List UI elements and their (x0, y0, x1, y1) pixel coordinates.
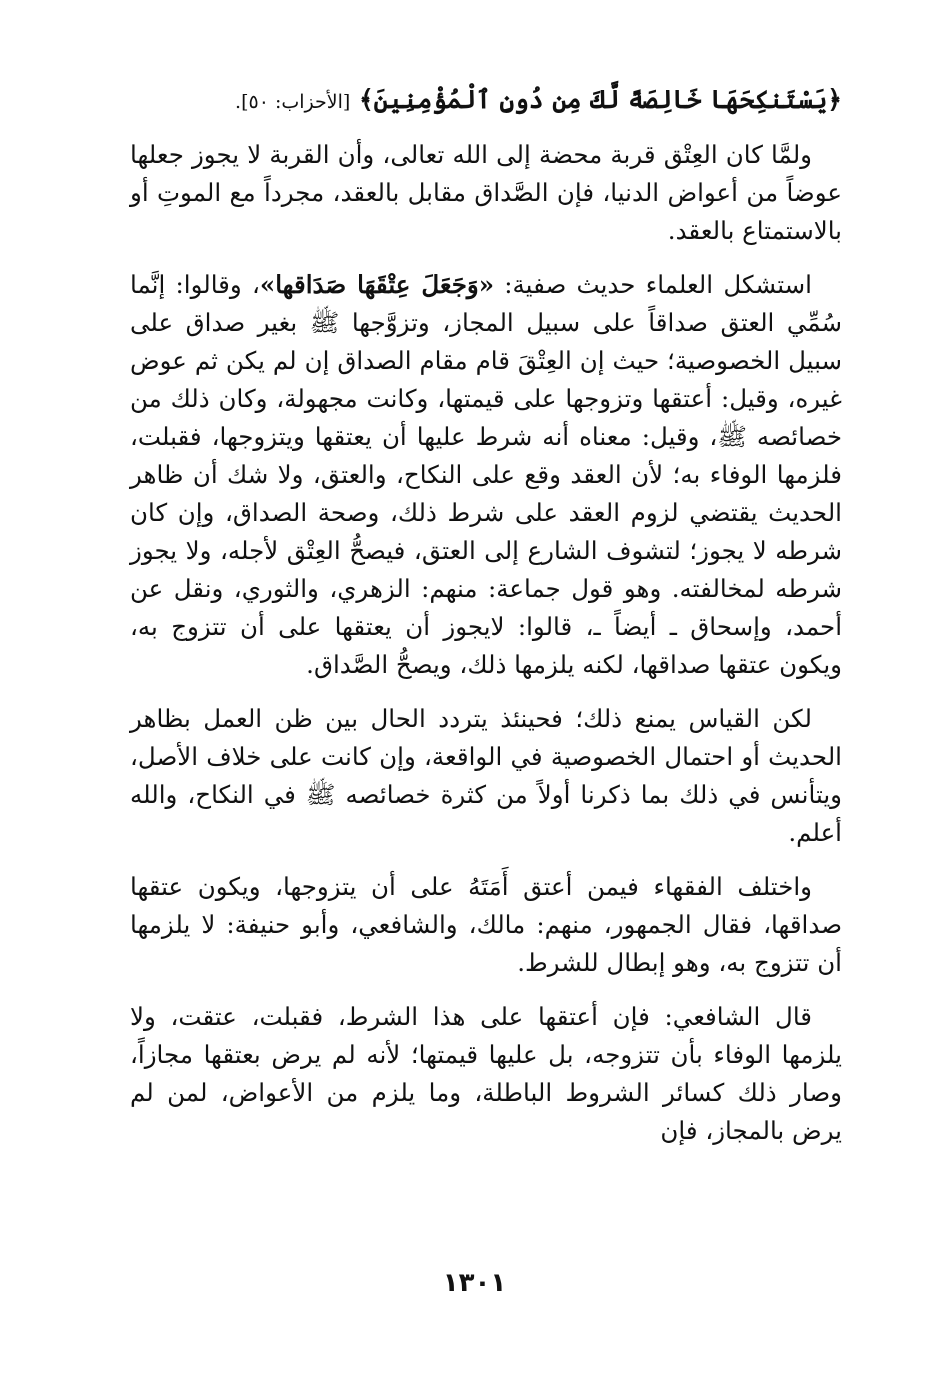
quran-verse-text: ﴿يَسْتَنكِحَهَا خَالِصَةً لَّكَ مِن دُونِ ٱلْمُؤْمِنِينَ﴾ (359, 85, 842, 114)
paragraph-2 (130, 266, 842, 684)
verse-reference: [الأحزاب: ٥٠]. (235, 91, 351, 113)
paragraph-4-text: واختلف الفقهاء فيمن أعتق أَمَتَهُ على أن يتزوجها، ويكون عتقها صداقها، فقال الجمهور، منهم: مالك، والشافعي، وأبو حنيفة: لا يلزمها أن تتزوج به، وهو إبطال للشرط. (130, 872, 842, 977)
paragraph-3-text: لكن القياس يمنع ذلك؛ فحينئذ يتردد الحال بين ظن العمل بظاهر الحديث أو احتمال الخصوصية في الواقعة، وإن كانت على خلاف الأصل، ويتأنس في ذلك بما ذكرنا أولاً من كثرة خصائصه ﷺ في النكاح، والله أعلم. (130, 704, 842, 847)
hadith-quote: «وَجَعَلَ عِتْقَهَا صَدَاقها» (259, 270, 495, 299)
paragraph-5-text: قال الشافعي: فإن أعتقها على هذا الشرط، فقبلت، عتقت، ولا يلزمها الوفاء بأن تتزوجه، بل عليها قيمتها؛ لأنه لم يرض بعتقها مجازاً، وصار ذلك كسائر الشروط الباطلة، وما يلزم من الأعواض، لمن لم يرض بالمجاز، فإن (130, 1002, 842, 1145)
paragraph-5 (130, 998, 842, 1150)
paragraph-1 (130, 136, 842, 250)
paragraph-1-text: ولمَّا كان العِتْق قربة محضة إلى الله تعالى، وأن القربة لا يجوز جعلها عوضاً من أعواض الدنيا، فإن الصَّداق مقابل بالعقد، مجرداً مع الموتِ أو بالاستمتاع بالعقد. (130, 140, 842, 245)
paragraph-2-text-end: ، وقالوا: إنَّما سُمِّي العتق صداقاً على سبيل المجاز، وتزوَّجها ﷺ بغير صداق على سبيل الخصوصية؛ حيث إن العِتْقَ قام مقام الصداق إن لم يكن ثم عوض غيره، وقيل: أعتقها وتزوجها على قيمتها، وكانت مجهولة، وكان ذلك من خصائصه ﷺ، وقيل: معناه أنه شرط عليها أن يعتقها ويتزوجها، فقبلت، فلزمها الوفاء به؛ لأن العقد وقع على النكاح، والعتق، ولا شك أن ظاهر الحديث يقتضي لزوم العقد على شرط ذلك، وصحة الصداق، وإن كان شرطه لا يجوز؛ لتشوف الشارع إلى العتق، فيصحُّ العِتْق لأجله، ولا يجوز شرطه لمخالفته. وهو قول جماعة: منهم: الزهري، والثوري، ونقل عن أحمد، وإسحاق ـ أيضاً ـ، قالوا: لايجوز أن يعتقها على أن تتزوج به، ويكون عتقها صداقها، لكنه يلزمها ذلك، ويصحُّ الصَّداق. (130, 270, 842, 679)
quran-verse-line (130, 80, 842, 122)
page-body (130, 80, 842, 1166)
page-number: ١٣٠١ (442, 1268, 507, 1298)
paragraph-4 (130, 868, 842, 982)
paragraph-2-text-start: استشكل العلماء حديث صفية: (494, 270, 812, 299)
paragraph-3 (130, 700, 842, 852)
